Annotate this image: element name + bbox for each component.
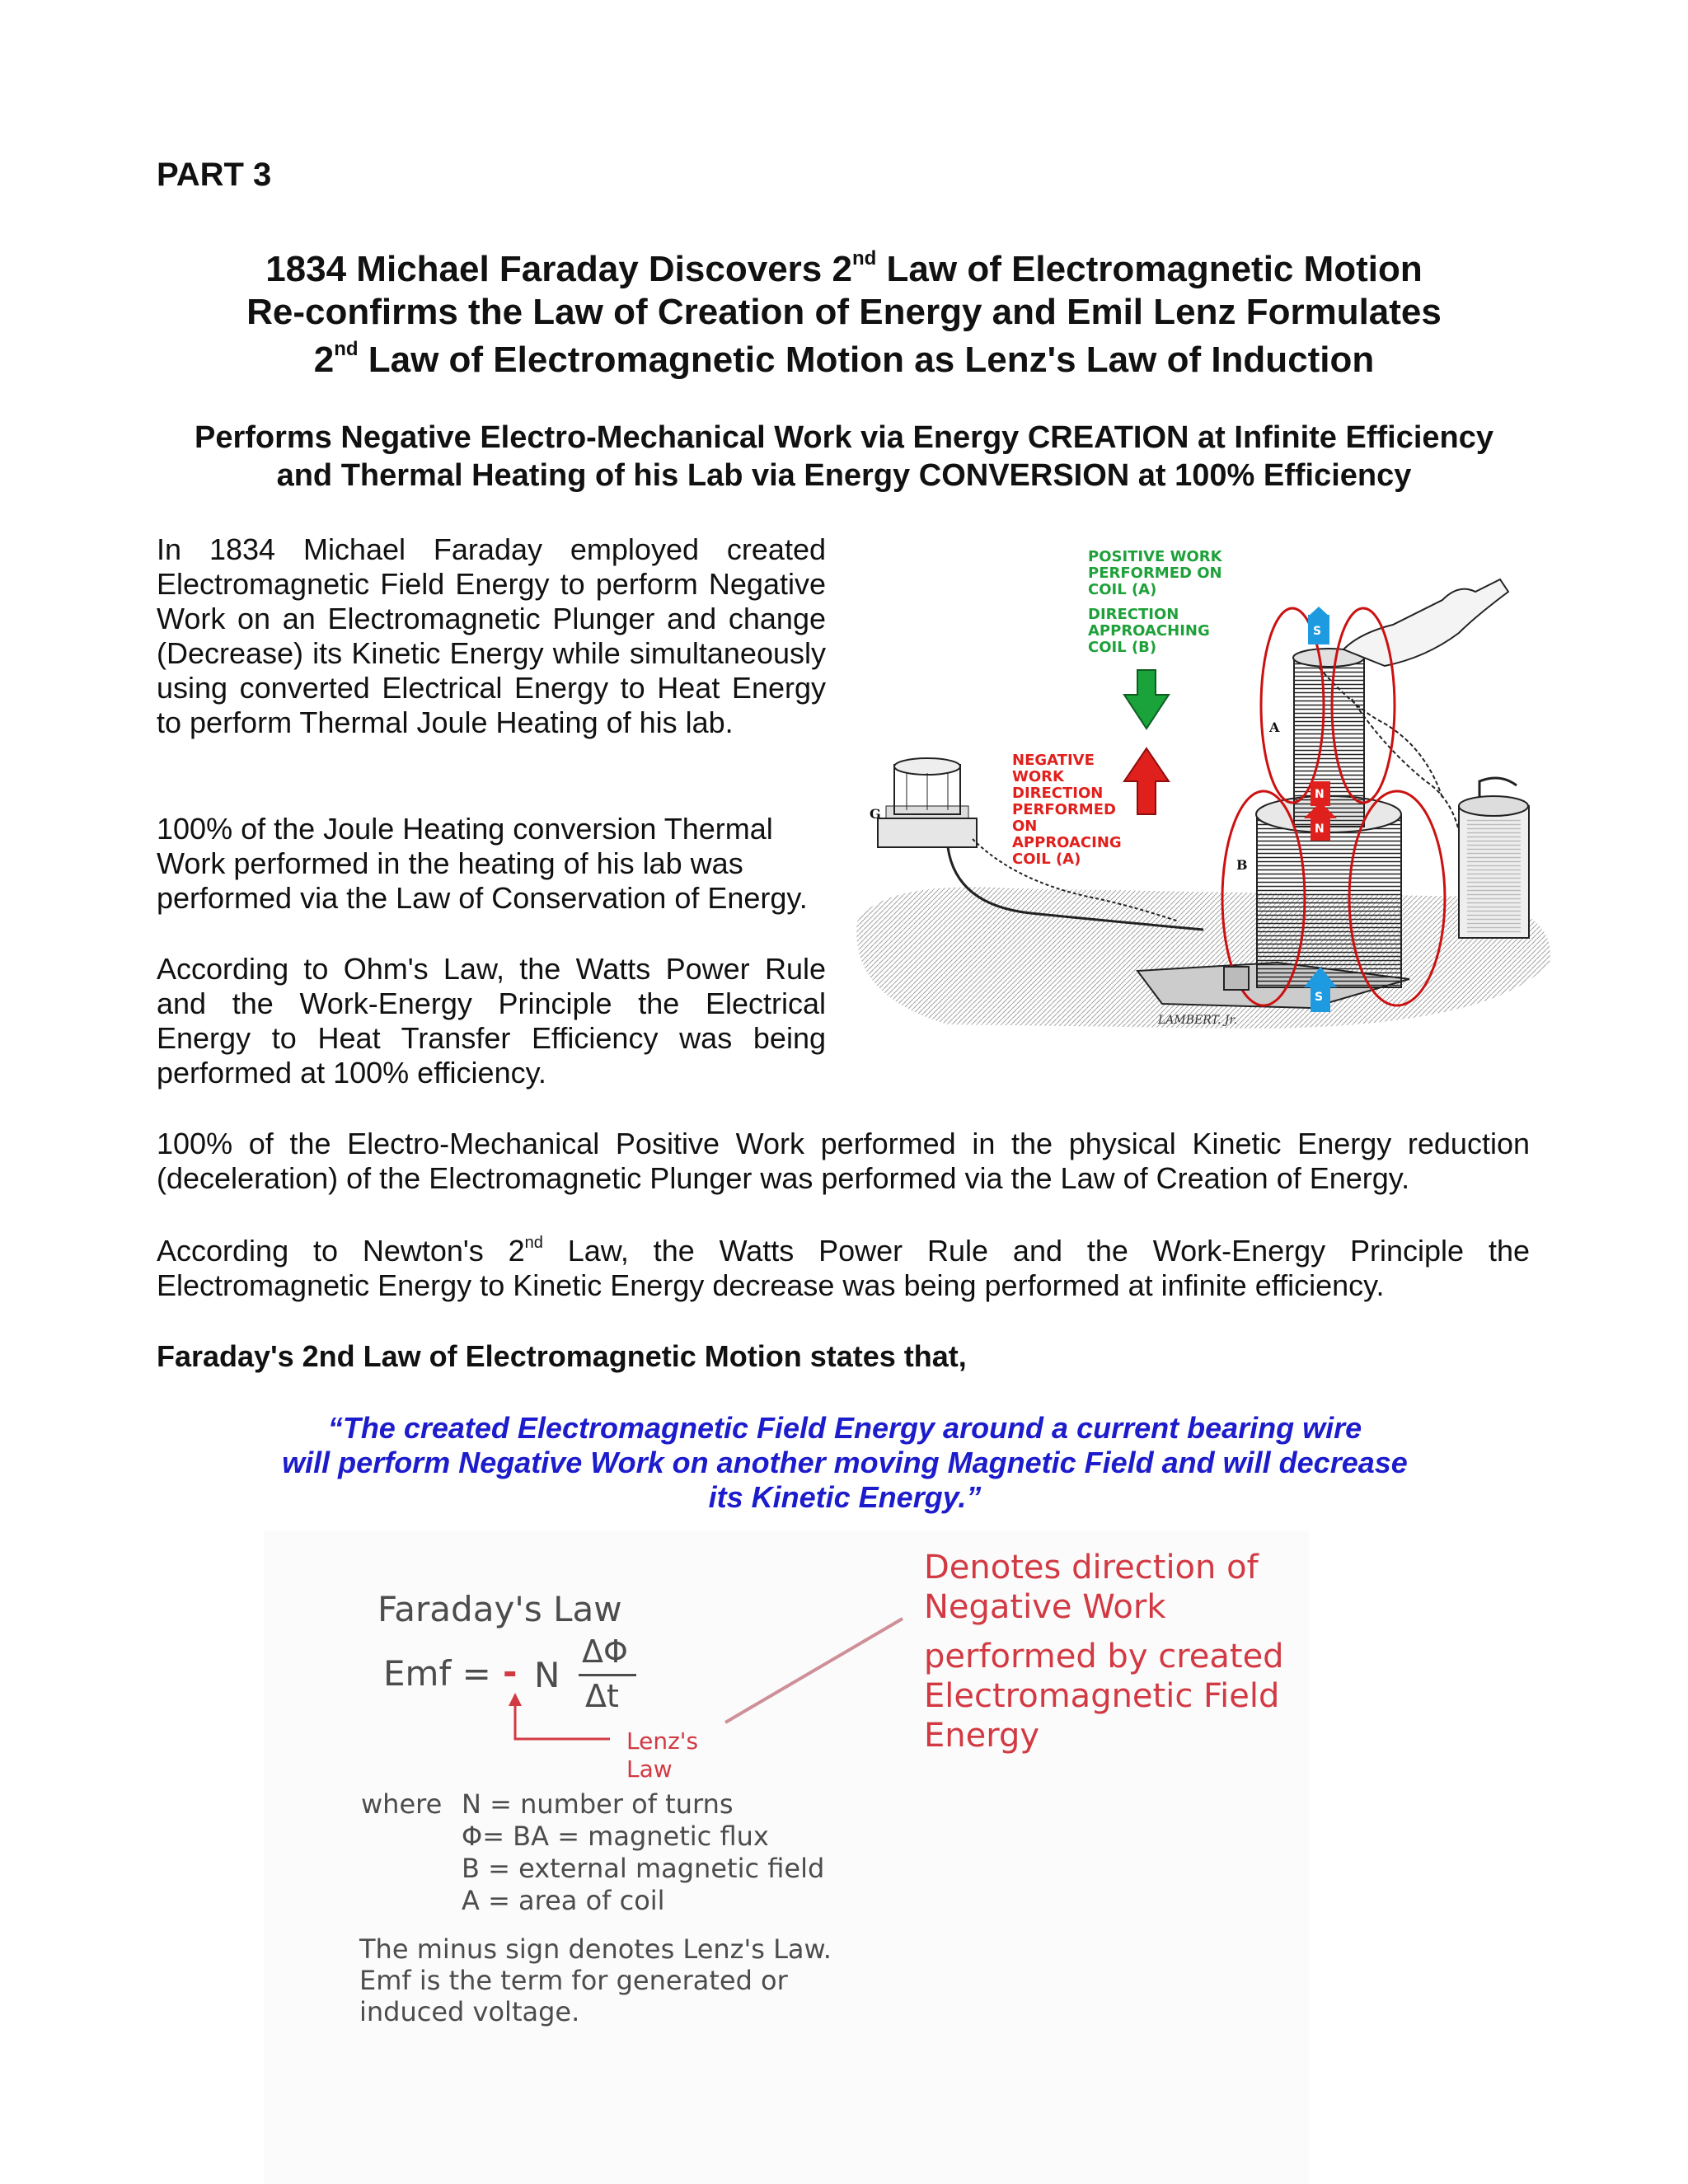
lenz-law-label: Lenz's Law [626, 1727, 699, 1783]
faraday-apparatus-illustration [849, 534, 1558, 1037]
time-change: Δt [585, 1678, 619, 1714]
paragraph-2: 100% of the Joule Heating conversion Thermal Work performed in the heating of his lab was performed via the Law of Conservation of Energy. [157, 812, 808, 915]
letter-b: B [1236, 857, 1248, 873]
subtitle-line-2: and Thermal Heating of his Lab via Energy CONVERSION at 100% Efficiency [276, 458, 1412, 493]
paragraph-1: In 1834 Michael Faraday employed created Electromagnetic Field Energy to perform Negative Work on an Electromagnetic Plunger and change (Decrease) its Kinetic Energy while simultaneously using converted Electrical Energy to Heat Energy to perform Thermal Joule Heating of his lab. [157, 532, 826, 739]
negative-work-label: NEGATIVE WORK DIRECTION PERFORMED ON APPROACING COIL (A) [1012, 752, 1122, 868]
subtitle [124, 419, 1564, 494]
positive-work-label: POSITIVE WORK PERFORMED ON COIL (A) [1088, 548, 1222, 598]
letter-g: G [870, 806, 881, 822]
direction-label: DIRECTION APPROACHING COIL (B) [1088, 606, 1210, 656]
galvanometer [878, 758, 977, 847]
title-line-1: 1834 Michael Faraday Discovers 2nd Law of Electromagnetic Motion [265, 247, 1423, 289]
definition-flux: Φ= BA = magnetic flux [462, 1821, 769, 1852]
definition-n: N = number of turns [462, 1788, 734, 1820]
pole-n-mid: N [1315, 788, 1325, 801]
table-surface [856, 887, 1550, 1029]
subtitle-line-1: Performs Negative Electro-Mechanical Work via Energy CREATION at Infinite Efficiency [194, 420, 1494, 455]
minus-sign-note: The minus sign denotes Lenz's Law. Emf is the term for generated or induced voltage. [359, 1933, 832, 2027]
paragraph-3: According to Ohm's Law, the Watts Power Rule and the Work-Energy Principle the Electrical Energy to Heat Transfer Efficiency was being performed at 100% efficiency. [157, 952, 826, 1090]
law-statement-intro: Faraday's 2nd Law of Electromagnetic Motion states that, [157, 1339, 967, 1373]
where-label: where [361, 1788, 443, 1820]
definition-a: A = area of coil [462, 1885, 665, 1916]
definition-b: B = external magnetic field [462, 1853, 825, 1884]
hand [1343, 579, 1508, 666]
quote-line-2: will perform Negative Work on another moving Magnetic Field and will decrease [282, 1446, 1408, 1479]
title-line-3: 2nd Law of Electromagnetic Motion as Lenz's Law of Induction [313, 338, 1375, 380]
quote-line-1: “The created Electromagnetic Field Energy around a current bearing wire [327, 1411, 1362, 1445]
pole-n-low: N [1315, 823, 1325, 836]
law-quote [206, 1411, 1484, 1515]
turns-symbol: N [534, 1655, 560, 1695]
battery-cell [1459, 778, 1529, 938]
emf-label: Emf = [383, 1653, 491, 1694]
red-arrow-up [1124, 748, 1169, 814]
green-arrow-down [1124, 670, 1169, 729]
pole-s-bottom: S [1315, 991, 1324, 1004]
engraver-signature: LAMBERT. Jr. [1158, 1014, 1237, 1027]
title-line-2: Re-confirms the Law of Creation of Energy and Emil Lenz Formulates [246, 292, 1442, 332]
part-heading: PART 3 [157, 157, 272, 193]
paragraph-5: According to Newton's 2nd Law, the Watts Power Rule and the Work-Energy Principle the Electromagnetic Energy to Kinetic Energy decrease was being performed at infinite efficiency. [157, 1234, 1530, 1302]
pole-s-top: S [1313, 625, 1322, 638]
formula-heading: Faraday's Law [377, 1589, 622, 1629]
minus-sign: - [503, 1652, 518, 1692]
negative-work-note: Denotes direction of Negative Work performed by created Electromagnetic Field Energy [924, 1549, 1284, 1755]
paragraph-4: 100% of the Electro-Mechanical Positive Work performed in the physical Kinetic Energy reduction (deceleration) of the Electromagnetic Plunger was performed via the Law of Creation of Energy. [157, 1127, 1530, 1195]
quote-line-3: its Kinetic Energy.” [708, 1480, 982, 1514]
letter-a: A [1269, 719, 1280, 735]
flux-change: ΔΦ [582, 1633, 628, 1670]
variable-definitions [462, 1788, 824, 1917]
faraday-law-formula-panel [264, 1531, 1309, 2184]
binding-post [1224, 967, 1249, 990]
